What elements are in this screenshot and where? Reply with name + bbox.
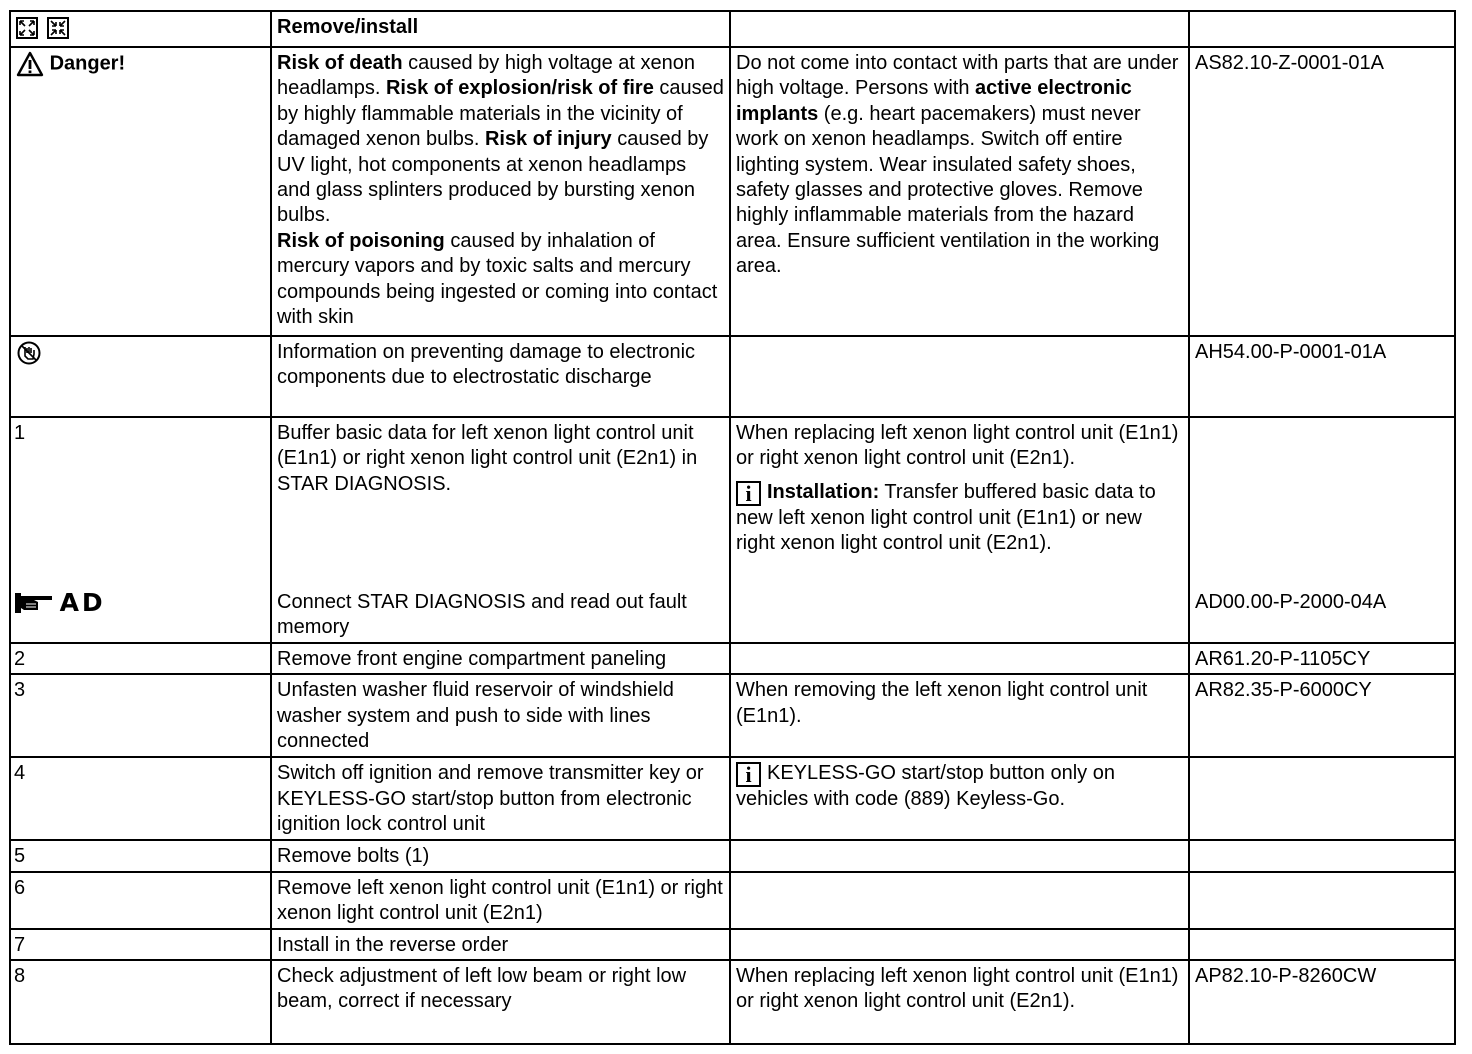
step1-note-cell	[730, 417, 1189, 643]
step8-row	[10, 960, 1455, 1044]
step3-note: When removing the left xenon light control unit (E1n1).	[730, 674, 1189, 757]
step1-text-cell	[271, 417, 730, 643]
esd-hand-icon	[16, 340, 42, 366]
step3-num: 3	[10, 674, 271, 757]
step6-text: Remove left xenon light control unit (E1n1) or right xenon light control unit (E2n1)	[271, 872, 730, 929]
esd-row	[10, 336, 1455, 417]
step4-ref	[1189, 757, 1455, 840]
header-title: Remove/install	[271, 11, 730, 47]
collapse-icon[interactable]	[47, 17, 69, 39]
step2-num: 2	[10, 643, 271, 674]
step7-num: 7	[10, 929, 271, 960]
danger-label-cell	[10, 47, 271, 336]
ad-marker	[14, 588, 266, 618]
step7-row	[10, 929, 1455, 960]
step6-ref	[1189, 872, 1455, 929]
danger-description	[271, 47, 730, 336]
pointing-hand-icon	[14, 592, 54, 614]
step7-text: Install in the reverse order	[271, 929, 730, 960]
step4-num: 4	[10, 757, 271, 840]
step5-text: Remove bolts (1)	[271, 840, 730, 871]
step1-install-note: i Installation: Transfer buffered basic data to new left xenon light control unit (E1n1) or new right xenon light control unit (E2n1).	[736, 480, 1156, 555]
step7-ref	[1189, 929, 1455, 960]
header-empty-3	[730, 11, 1189, 47]
info-icon: i	[736, 762, 761, 787]
step8-text: Check adjustment of left low beam or right low beam, correct if necessary	[271, 960, 730, 1044]
step3-ref[interactable]: AR82.35-P-6000CY	[1189, 674, 1455, 757]
danger-ref[interactable]: AS82.10-Z-0001-01A	[1189, 47, 1455, 336]
step5-note	[730, 840, 1189, 871]
warning-triangle-icon	[16, 51, 44, 77]
step5-row	[10, 840, 1455, 871]
step1-note: When replacing left xenon light control unit (E1n1) or right xenon light control unit (E2n1).	[736, 422, 1179, 470]
header-empty-4	[1189, 11, 1455, 47]
step8-num: 8	[10, 960, 271, 1044]
step3-text: Unfasten washer fluid reservoir of windshield washer system and push to side with lines connected	[271, 674, 730, 757]
step1-num-cell	[10, 417, 271, 643]
step8-ref[interactable]: AP82.10-P-8260CW	[1189, 960, 1455, 1044]
info-icon: i	[736, 481, 761, 506]
danger-note: Do not come into contact with parts that are under high voltage. Persons with active electronic implants (e.g. heart pacemakers) must never work on xenon headlamps. Switch off entire lighting system. Wear insulated safety shoes, safety glasses and protective gloves. Remove highly inflammable materials from the hazard area. Ensure sufficient ventilation in the working area.	[730, 47, 1189, 336]
step4-text: Switch off ignition and remove transmitter key or KEYLESS-GO start/stop button from electronic ignition lock control unit	[271, 757, 730, 840]
step2-note	[730, 643, 1189, 674]
danger-label: Danger!	[49, 52, 126, 75]
step4-row	[10, 757, 1455, 840]
step2-ref[interactable]: AR61.20-P-1105CY	[1189, 643, 1455, 674]
step6-row	[10, 872, 1455, 929]
esd-text: Information on preventing damage to electronic components due to electrostatic discharge	[271, 336, 730, 417]
expand-icon[interactable]	[16, 17, 38, 39]
header-row	[10, 11, 1455, 47]
step2-text: Remove front engine compartment paneling	[271, 643, 730, 674]
step4-note: KEYLESS-GO start/stop button only on vehicles with code (889) Keyless-Go.	[736, 762, 1115, 811]
step5-num: 5	[10, 840, 271, 871]
esd-note	[730, 336, 1189, 417]
step3-row	[10, 674, 1455, 757]
step5-ref	[1189, 840, 1455, 871]
ad-label: AD	[59, 588, 106, 618]
header-icons-cell	[10, 11, 271, 47]
esd-ref[interactable]: AH54.00-P-0001-01A	[1189, 336, 1455, 417]
ad-ref[interactable]: AD00.00-P-2000-04A	[1195, 591, 1387, 613]
step6-note	[730, 872, 1189, 929]
step1-ref-cell	[1189, 417, 1455, 643]
step4-note-cell	[730, 757, 1189, 840]
procedure-table	[9, 10, 1456, 1045]
danger-paragraph-2: Risk of poisoning caused by inhalation of mercury vapors and by toxic salts and mercury compounds being ingested or coming into contact with skin	[277, 229, 718, 329]
ad-text: Connect STAR DIAGNOSIS and read out fault memory	[277, 591, 687, 639]
step8-note: When replacing left xenon light control unit (E1n1) or right xenon light control unit (E2n1).	[730, 960, 1189, 1044]
esd-icon-cell	[10, 336, 271, 417]
step2-row	[10, 643, 1455, 674]
step1-text: Buffer basic data for left xenon light control unit (E1n1) or right xenon light control unit (E2n1) in STAR DIAGNOSIS.	[277, 422, 698, 495]
danger-paragraph-1: Risk of death caused by high voltage at xenon headlamps. Risk of explosion/risk of fire caused by highly flammable materials in the vicinity of damaged xenon bulbs. Risk of injury caused by UV light, hot components at xenon headlamps and glass splinters produced by bursting xenon bulbs.	[277, 52, 724, 227]
step1-num: 1	[14, 422, 26, 444]
step1-row	[10, 417, 1455, 643]
danger-row	[10, 47, 1455, 336]
step6-num: 6	[10, 872, 271, 929]
step7-note	[730, 929, 1189, 960]
